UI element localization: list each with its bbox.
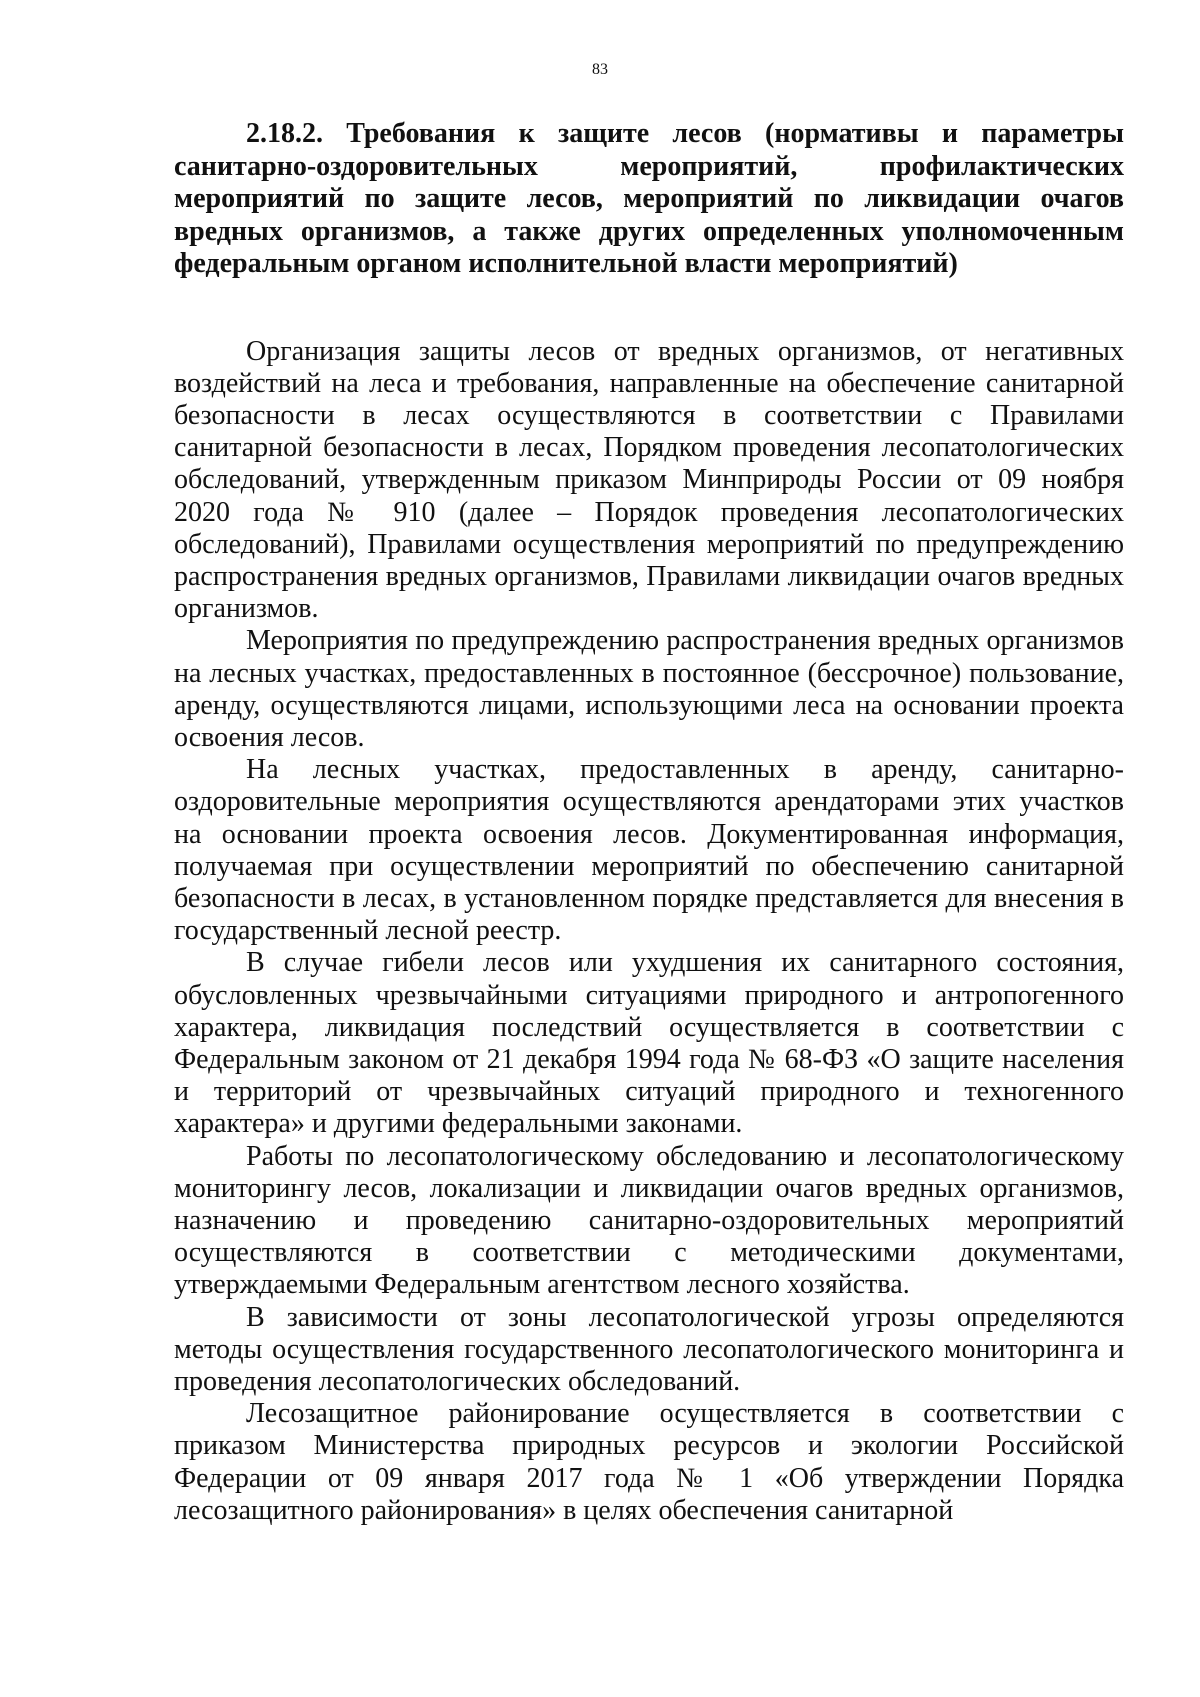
paragraph: Организация защиты лесов от вредных организмов, от негативных воздействий на леса и требования, направленные на обеспечение санитарной безопасности в лесах осуществляются в соответствии с Правилами санитарной безопасности в лесах, Порядком проведения лесопатологических обследований, утвержденным приказом Минприроды России от 09 ноября 2020 года № 910 (далее – Порядок проведения лесопатологических обследований), Правилами осуществления мероприятий по предупреждению распространения вредных организмов, Правилами ликвидации очагов вредных организмов. bbox=[174, 335, 1124, 625]
page-number: 83 bbox=[592, 61, 608, 78]
heading-spacer bbox=[174, 281, 1124, 336]
paragraph-continued: Лесозащитное районирование осуществляется в соответствии с приказом Министерства природных ресурсов и экологии Российской Федерации от 09 января 2017 года № 1 «Об утверждении Порядка лесозащитного районирования» в целях обеспечения санитарной bbox=[174, 1398, 1124, 1526]
section-heading: 2.18.2. Требования к защите лесов (нормативы и параметры санитарно-оздоровительных мероприятий, профилактических мероприятий по защите лесов, мероприятий по ликвидации очагов вредных организмов, а также других определенных уполномоченным федеральным органом исполнительной власти мероприятий) bbox=[174, 118, 1124, 279]
paragraph: На лесных участках, предоставленных в аренду, санитарно-оздоровительные мероприятия осуществляются арендаторами этих участков на основании проекта освоения лесов. Документированная информация, получаемая при осуществлении мероприятий по обеспечению санитарной безопасности в лесах, в установленном порядке представляется для внесения в государственный лесной реестр. bbox=[174, 754, 1124, 947]
page-content bbox=[174, 118, 1124, 1527]
paragraph: Работы по лесопатологическому обследованию и лесопатологическому мониторингу лесов, локализации и ликвидации очагов вредных организмов, назначению и проведению санитарно-оздоровительных мероприятий осуществляются в соответствии с методическими документами, утверждаемыми Федеральным агентством лесного хозяйства. bbox=[174, 1140, 1124, 1301]
paragraph: Мероприятия по предупреждению распространения вредных организмов на лесных участках, предоставленных в постоянное (бессрочное) пользование, аренду, осуществляются лицами, использующими леса на основании проекта освоения лесов. bbox=[174, 625, 1124, 753]
paragraph: В случае гибели лесов или ухудшения их санитарного состояния, обусловленных чрезвычайными ситуациями природного и антропогенного характера, ликвидация последствий осуществляется в соответствии с Федеральным законом от 21 декабря 1994 года № 68-ФЗ «О защите населения и территорий от чрезвычайных ситуаций природного и техногенного характера» и другими федеральными законами. bbox=[174, 947, 1124, 1140]
body-text bbox=[174, 336, 1124, 1528]
paragraph: В зависимости от зоны лесопатологической угрозы определяются методы осуществления государственного лесопатологического мониторинга и проведения лесопатологических обследований. bbox=[174, 1301, 1124, 1397]
